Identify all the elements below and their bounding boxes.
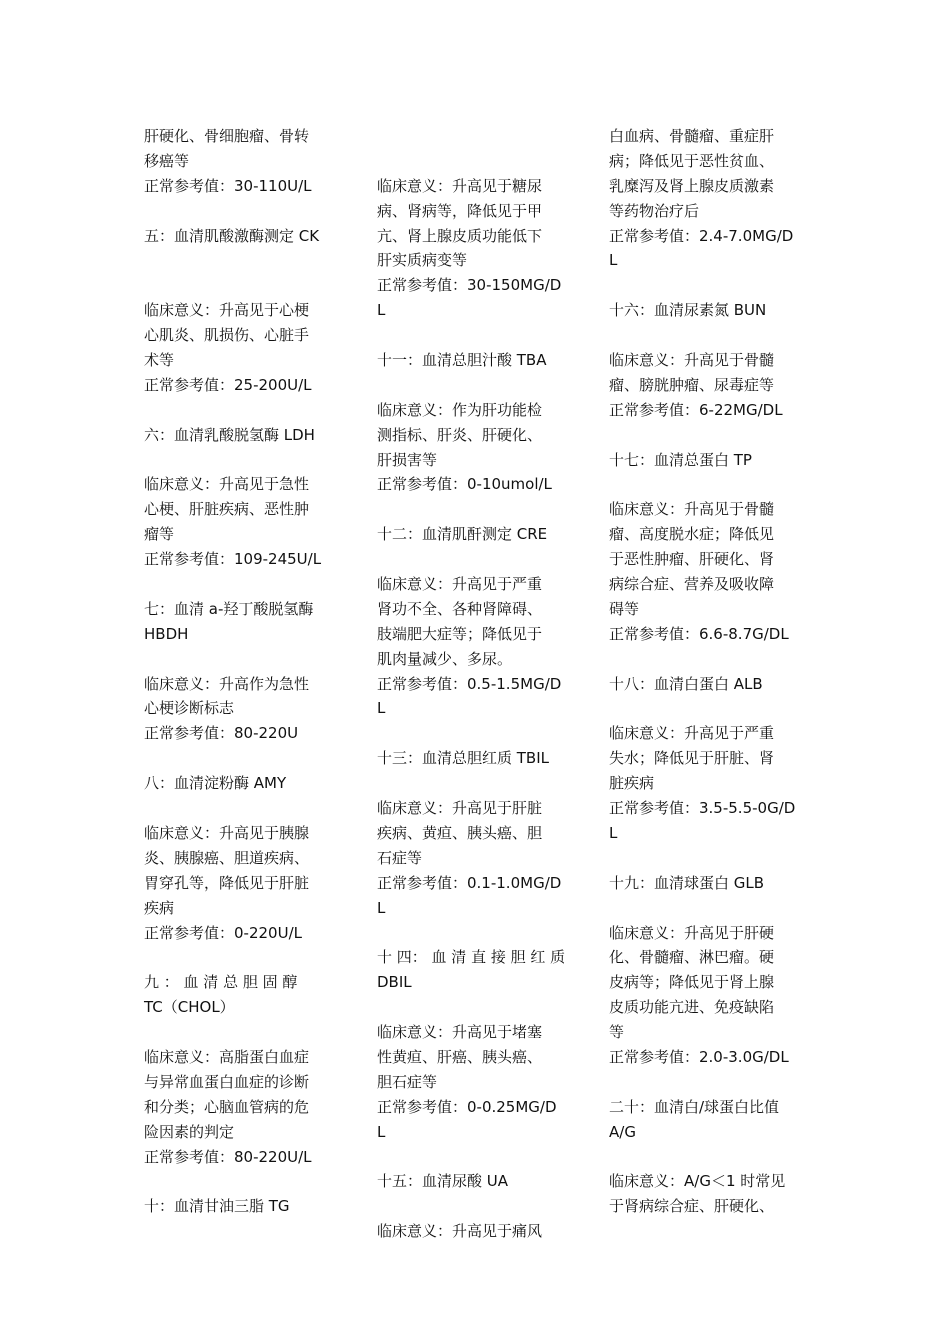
text-line: [144, 647, 349, 672]
text-line: 瘤等: [144, 525, 175, 544]
text-column-1: [144, 124, 349, 1219]
text-line: [377, 1194, 582, 1219]
text-line: [377, 497, 582, 522]
text-line: L: [377, 301, 386, 320]
text-line: 临床意义：升高见于严重: [609, 724, 775, 743]
text-line: 临床意义：高脂蛋白血症: [144, 1047, 310, 1066]
text-line: [377, 124, 582, 149]
text-line: 临床意义：升高见于胰腺: [144, 823, 310, 842]
text-line: [377, 921, 582, 946]
text-line: HBDH: [144, 624, 189, 643]
text-line: 胃穿孔等，降低见于肝脏: [144, 873, 310, 892]
text-line: 白血病、骨髓瘤、重症肝: [609, 127, 775, 145]
text-line: 临床意义：升高见于急性: [144, 475, 310, 494]
text-line: 心梗、肝脏疾病、恶性肿: [144, 500, 310, 519]
text-line: 测指标、肝炎、肝硬化、: [377, 425, 543, 444]
text-line: 病、肾病等，降低见于甲: [377, 201, 543, 220]
text-line: L: [377, 898, 386, 917]
text-line: 于肾病综合症、肝硬化、: [609, 1197, 775, 1216]
text-column-3: [609, 124, 814, 1219]
text-line: 十三：血清总胆红质 TBIL: [377, 749, 550, 768]
text-line: [144, 945, 349, 970]
text-line: 正常参考值：80-220U/L: [144, 1147, 312, 1166]
text-line: [377, 771, 582, 796]
text-line: 肌肉量减少、多尿。: [377, 649, 513, 668]
text-line: 十二：血清肌酐测定 CRE: [377, 525, 548, 544]
text-line: 正常参考值：2.4-7.0MG/D: [609, 226, 794, 245]
text-line: 乳糜泻及肾上腺皮质激素: [609, 176, 775, 195]
text-line: 正常参考值：30-110U/L: [144, 176, 312, 195]
text-line: 正常参考值：3.5-5.5-0G/D: [609, 799, 796, 818]
text-line: 九 ： 血 清 总 胆 固 醇: [144, 973, 298, 992]
text-line: [144, 1020, 349, 1045]
text-line: 性黄疸、肝癌、胰头癌、: [377, 1047, 543, 1066]
text-line: [377, 149, 582, 174]
text-line: 临床意义：升高见于严重: [377, 575, 543, 594]
text-line: 临床意义：升高见于痛风: [377, 1222, 543, 1241]
text-line: [609, 472, 814, 497]
text-line: L: [609, 251, 618, 270]
text-line: 肢端肥大症等；降低见于: [377, 624, 543, 643]
text-line: 病综合症、营养及吸收障: [609, 575, 775, 594]
text-line: [609, 896, 814, 921]
text-line: 十 四： 血 清 直 接 胆 红 质: [377, 948, 566, 967]
text-line: 肝硬化、骨细胞瘤、骨转: [144, 127, 310, 145]
text-line: 正常参考值：30-150MG/D: [377, 276, 562, 295]
text-line: 临床意义：升高见于心梗: [144, 301, 310, 320]
text-line: 和分类；心脑血管病的危: [144, 1097, 310, 1116]
text-line: 十六：血清尿素氮 BUN: [609, 301, 767, 320]
text-line: 临床意义：升高见于骨髓: [609, 351, 775, 370]
text-line: 正常参考值：2.0-3.0G/DL: [609, 1047, 789, 1066]
text-line: 移癌等: [144, 151, 190, 170]
text-line: [609, 273, 814, 298]
text-line: 十九：血清球蛋白 GLB: [609, 873, 765, 892]
text-line: 险因素的判定: [144, 1122, 235, 1141]
text-line: [144, 1169, 349, 1194]
text-line: [377, 1145, 582, 1170]
text-line: 临床意义：作为肝功能检: [377, 400, 543, 419]
text-line: 正常参考值：6.6-8.7G/DL: [609, 624, 789, 643]
text-line: [144, 796, 349, 821]
text-line: [609, 1070, 814, 1095]
text-line: [144, 746, 349, 771]
text-line: [609, 696, 814, 721]
text-line: 化、骨髓瘤、淋巴瘤。硬: [609, 948, 775, 967]
text-line: [377, 547, 582, 572]
text-line: 术等: [144, 351, 175, 370]
text-line: 肾功不全、各种肾障碍、: [377, 599, 543, 618]
text-line: 等药物治疗后: [609, 201, 700, 220]
text-line: [144, 398, 349, 423]
text-line: L: [377, 1122, 386, 1141]
text-line: 临床意义：升高见于堵塞: [377, 1023, 543, 1042]
text-line: [377, 373, 582, 398]
text-line: [144, 273, 349, 298]
text-line: 五：血清肌酸激酶测定 CK: [144, 226, 320, 245]
text-line: 脏疾病: [609, 774, 655, 793]
text-line: [609, 647, 814, 672]
text-line: 瘤、膀胱肿瘤、尿毒症等: [609, 375, 775, 394]
text-line: 碍等: [609, 599, 640, 618]
text-line: 炎、胰腺癌、胆道疾病、: [144, 848, 310, 867]
text-line: [144, 248, 349, 273]
text-line: TC（CHOL）: [144, 998, 235, 1017]
text-line: [609, 323, 814, 348]
text-line: 临床意义：升高见于肝脏: [377, 799, 543, 818]
text-line: [377, 323, 582, 348]
text-line: L: [377, 699, 386, 718]
text-line: [377, 995, 582, 1020]
text-line: 临床意义：升高见于糖尿: [377, 176, 543, 195]
text-line: 正常参考值：0-0.25MG/D: [377, 1097, 557, 1116]
text-line: 正常参考值：0.1-1.0MG/D: [377, 873, 562, 892]
text-line: 胆石症等: [377, 1072, 438, 1091]
text-line: 十八：血清白蛋白 ALB: [609, 674, 763, 693]
text-line: 八：血清淀粉酶 AMY: [144, 774, 287, 793]
text-line: 于恶性肿瘤、肝硬化、肾: [609, 550, 775, 569]
text-line: [609, 846, 814, 871]
text-line: 十：血清甘油三脂 TG: [144, 1197, 290, 1216]
text-line: 正常参考值：0.5-1.5MG/D: [377, 674, 562, 693]
text-line: 正常参考值：25-200U/L: [144, 375, 312, 394]
text-line: 皮质功能亢进、免疫缺陷: [609, 998, 775, 1017]
text-line: 皮病等；降低见于肾上腺: [609, 973, 775, 992]
text-line: 二十：血清白/球蛋白比值: [609, 1097, 780, 1116]
text-line: A/G: [609, 1122, 636, 1141]
text-line: 肝损害等: [377, 450, 438, 469]
text-line: 七：血清 a-羟丁酸脱氢酶: [144, 599, 314, 618]
text-line: 临床意义：A/G＜1 时常见: [609, 1172, 786, 1191]
text-line: 石症等: [377, 848, 423, 867]
text-line: 正常参考值：6-22MG/DL: [609, 400, 783, 419]
text-line: [609, 1145, 814, 1170]
text-line: 疾病: [144, 898, 175, 917]
text-line: 正常参考值：0-220U/L: [144, 923, 302, 942]
text-line: 亢、肾上腺皮质功能低下: [377, 226, 543, 245]
text-line: 六：血清乳酸脱氢酶 LDH: [144, 425, 315, 444]
text-column-2: [377, 124, 582, 1244]
text-line: 十一：血清总胆汁酸 TBA: [377, 351, 547, 370]
text-line: 等: [609, 1023, 625, 1042]
text-line: 正常参考值：0-10umol/L: [377, 475, 552, 494]
text-line: 心梗诊断标志: [144, 699, 235, 718]
text-line: 疾病、黄疸、胰头癌、胆: [377, 823, 543, 842]
text-line: 十五：血清尿酸 UA: [377, 1172, 509, 1191]
text-line: 十七：血清总蛋白 TP: [609, 450, 752, 469]
text-line: [144, 448, 349, 473]
text-line: DBIL: [377, 973, 412, 992]
text-line: 正常参考值：80-220U: [144, 724, 299, 743]
text-line: [144, 572, 349, 597]
text-line: 心肌炎、肌损伤、心脏手: [144, 326, 310, 345]
text-line: 肝实质病变等: [377, 251, 468, 270]
text-line: 失水；降低见于肝脏、肾: [609, 749, 775, 768]
text-line: [377, 721, 582, 746]
text-line: 瘤、高度脱水症；降低见: [609, 525, 775, 544]
text-line: [144, 199, 349, 224]
text-line: 病；降低见于恶性贫血、: [609, 151, 775, 170]
text-line: 临床意义：升高见于肝硬: [609, 923, 775, 942]
text-line: 临床意义：升高见于骨髓: [609, 500, 775, 519]
text-line: 正常参考值：109-245U/L: [144, 550, 322, 569]
text-line: 临床意义：升高作为急性: [144, 674, 310, 693]
text-line: [609, 423, 814, 448]
text-line: L: [609, 823, 618, 842]
text-line: 与异常血蛋白血症的诊断: [144, 1072, 310, 1091]
